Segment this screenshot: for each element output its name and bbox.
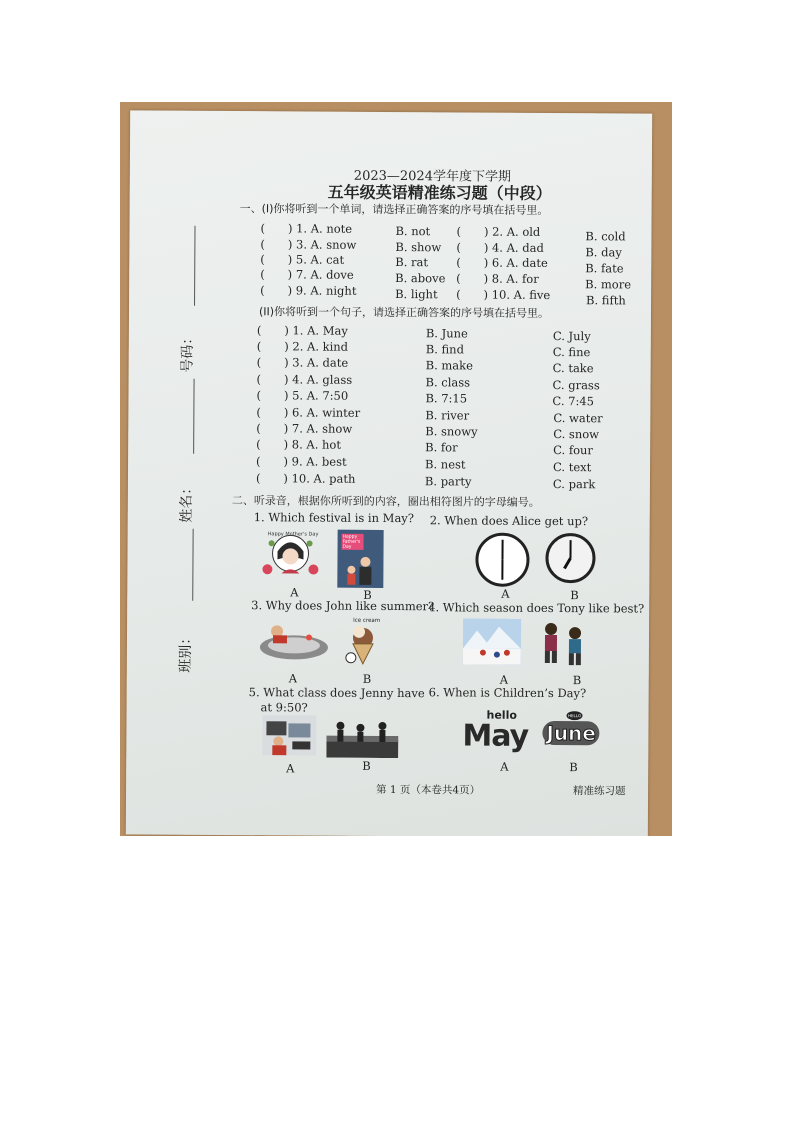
- clock-b-minute-hand: [569, 540, 571, 558]
- ice-cream-caption: Ice cream: [353, 617, 381, 624]
- worksheet-page: [126, 110, 652, 836]
- p2-row10-b: B. party: [424, 474, 472, 489]
- p2-row5-c: C. 7:45: [552, 393, 595, 409]
- class-underline: [192, 529, 193, 601]
- q6-option-a[interactable]: A: [500, 759, 509, 774]
- winter-picture[interactable]: [463, 618, 521, 664]
- p1-row1-mid: B. not: [395, 224, 431, 239]
- p2-row4-c: C. grass: [552, 377, 600, 393]
- ice-cream-picture[interactable]: [341, 616, 385, 668]
- hello-may-picture[interactable]: [462, 708, 534, 754]
- p1-row4-mid: B. above: [395, 271, 446, 286]
- p1-row4-left: ( ) 7. A. dove: [260, 267, 354, 282]
- p1-row5-rb: B. fifth: [586, 293, 626, 308]
- p2-row6-c: C. water: [553, 411, 603, 426]
- hello-june-small-text: HELLO: [567, 711, 583, 720]
- clock-six-oclock[interactable]: [475, 533, 529, 587]
- p2-row2-c: C. fine: [552, 344, 591, 360]
- p2-row1-a: ( ) 1. A. May: [256, 323, 348, 338]
- p2-row2-a: ( ) 2. A. kind: [256, 339, 349, 354]
- p2-row9-a: ( ) 9. A. best: [256, 454, 347, 469]
- q4-option-a[interactable]: A: [499, 672, 509, 687]
- question-6: 6. When is Children’s Day?: [428, 685, 587, 701]
- p1-row4-right: ( ) 8. A. for: [456, 271, 539, 286]
- q1-option-a[interactable]: A: [290, 585, 299, 600]
- p2-row6-a: ( ) 6. A. winter: [256, 405, 361, 420]
- question-4: 4. Which season does Tony like best?: [428, 600, 645, 616]
- q5-option-b[interactable]: B: [362, 758, 371, 773]
- p2-row9-c: C. text: [553, 460, 592, 475]
- section-2-instruction: (II)你将听到一个句子，请选择正确答案的序号填在括号里。: [258, 305, 550, 320]
- p1-row3-mid: B. rat: [395, 255, 429, 270]
- title-line-1: 2023—2024学年度下学期: [353, 168, 512, 185]
- hello-may-big-text: May: [462, 718, 529, 754]
- p1-row1-rb: B. cold: [585, 229, 626, 244]
- name-underline: [193, 379, 194, 454]
- clock-a-minute-hand: [501, 540, 503, 560]
- p1-row2-rb: B. day: [585, 245, 622, 260]
- p1-row2-mid: B. show: [395, 240, 442, 255]
- page-number: 第 1 页（本卷共4页）: [376, 783, 481, 797]
- section-1-instruction: 一、(I)你将听到一个单词，请选择正确答案的序号填在括号里。: [239, 202, 549, 217]
- p2-row8-c: C. four: [553, 443, 593, 458]
- title-line-2: 五年级英语精准练习题（中段）: [327, 182, 552, 203]
- q2-option-a[interactable]: A: [501, 586, 510, 601]
- p1-row2-right: ( ) 4. A. dad: [456, 240, 544, 255]
- q1-option-b[interactable]: B: [363, 587, 372, 602]
- p2-row10-c: C. park: [552, 477, 596, 492]
- hello-may-small-text: hello: [486, 708, 517, 722]
- p2-row1-c: C. July: [552, 328, 591, 344]
- hello-june-picture[interactable]: [540, 711, 610, 753]
- hello-june-big-text: June: [542, 721, 600, 745]
- p1-row1-left: ( ) 1. A. note: [260, 221, 353, 236]
- q4-option-b[interactable]: B: [572, 673, 582, 688]
- number-underline: [194, 226, 195, 306]
- p1-row5-left: ( ) 9. A. night: [260, 283, 357, 298]
- p2-row8-a: ( ) 8. A. hot: [256, 437, 342, 452]
- mothers-day-caption: Happy Mother's Day: [267, 531, 319, 538]
- p1-row5-right: ( ) 10. A. five: [456, 287, 551, 302]
- q6-option-b[interactable]: B: [569, 760, 578, 775]
- clock-seven-oclock[interactable]: [545, 533, 595, 583]
- p1-row5-mid: B. light: [395, 287, 438, 302]
- p1-row3-left: ( ) 5. A. cat: [260, 252, 345, 267]
- swimming-picture[interactable]: [257, 617, 331, 663]
- clock-a-hour-hand: [501, 560, 503, 580]
- computer-class-picture[interactable]: [262, 715, 316, 755]
- series-label: 精准练习题: [573, 785, 626, 798]
- question-2: 2. When does Alice get up?: [429, 513, 589, 529]
- question-3: 3. Why does John like summer?: [251, 598, 435, 614]
- p2-row10-a: ( ) 10. A. path: [255, 471, 356, 486]
- name-label: 姓名：: [178, 480, 195, 523]
- p1-row3-right: ( ) 6. A. date: [456, 255, 548, 270]
- p2-row6-b: B. river: [425, 408, 470, 423]
- p2-row5-b: B. 7:15: [425, 391, 468, 406]
- p2-row4-b: B. class: [425, 375, 471, 390]
- p2-row9-b: B. nest: [425, 457, 466, 472]
- p1-row1-right: ( ) 2. A. old: [456, 224, 541, 239]
- q2-option-b[interactable]: B: [570, 588, 579, 603]
- pe-class-picture[interactable]: [326, 718, 398, 758]
- class-label: 班别：: [177, 630, 195, 673]
- number-label: 号码：: [179, 330, 196, 373]
- question-5-line1: 5. What class does Jenny have: [248, 685, 425, 701]
- photo-background: [120, 102, 672, 836]
- p2-row4-a: ( ) 4. A. glass: [256, 372, 353, 387]
- p2-row3-a: ( ) 3. A. date: [256, 355, 349, 370]
- q5-option-a[interactable]: A: [286, 761, 295, 776]
- p2-row7-c: C. snow: [553, 427, 600, 442]
- p2-row1-b: B. June: [425, 326, 468, 341]
- p2-row7-a: ( ) 7. A. show: [256, 421, 353, 436]
- p2-row3-c: C. take: [552, 360, 594, 376]
- question-5-line2: at 9:50?: [260, 700, 308, 715]
- p2-row8-b: B. for: [425, 440, 458, 455]
- q3-option-a[interactable]: A: [288, 671, 298, 686]
- question-1: 1. Which festival is in May?: [253, 510, 415, 526]
- fathers-day-picture[interactable]: [337, 530, 383, 588]
- p1-row2-left: ( ) 3. A. snow: [260, 237, 357, 252]
- p2-row2-b: B. find: [425, 342, 465, 357]
- clock-b-hour-hand: [563, 557, 572, 569]
- p1-row3-rb: B. fate: [585, 261, 624, 276]
- mothers-day-picture[interactable]: [259, 529, 321, 579]
- fathers-day-caption: Happy Father's Day: [342, 534, 361, 550]
- p2-row5-a: ( ) 5. A. 7:50: [256, 388, 349, 403]
- p1-row4-rb: B. more: [585, 277, 632, 292]
- p2-row7-b: B. snowy: [425, 424, 478, 439]
- autumn-children-picture[interactable]: [535, 619, 591, 669]
- p2-row3-b: B. make: [425, 358, 474, 373]
- part-2-instruction: 二、听录音，根据你所听到的内容，圈出相符图片的字母编号。: [231, 494, 540, 509]
- q3-option-b[interactable]: B: [362, 671, 372, 686]
